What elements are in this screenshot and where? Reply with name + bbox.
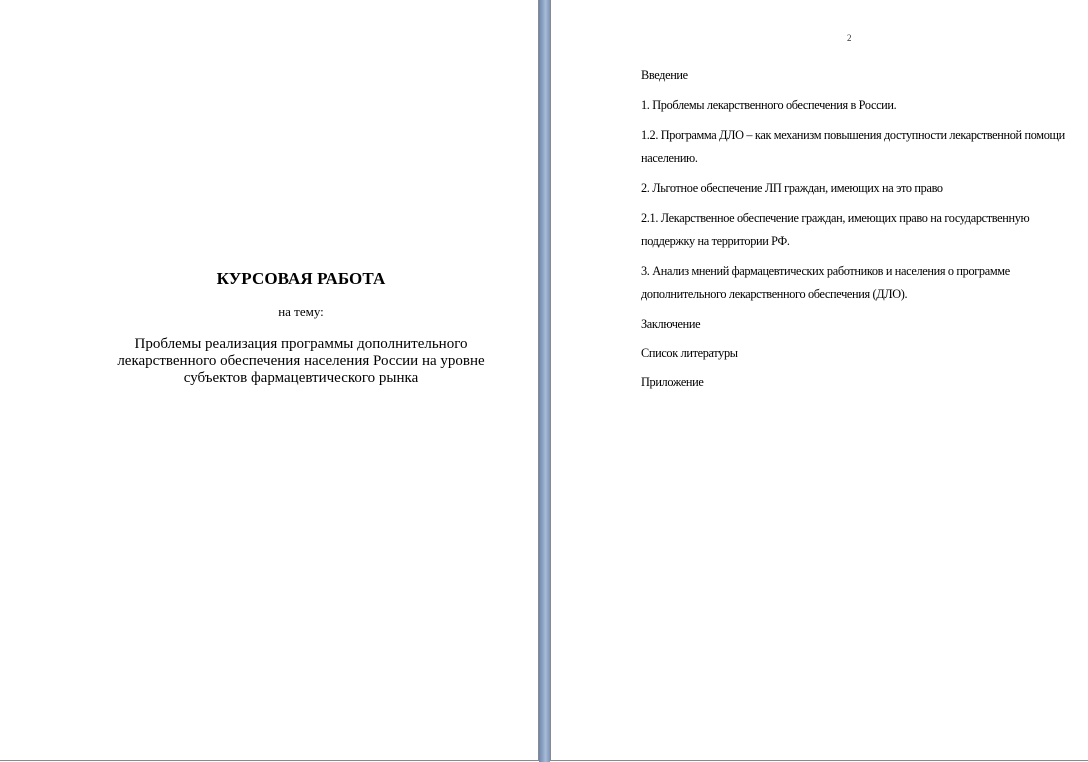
- toc-item: 1.2. Программа ДЛО – как механизм повышения доступности лекарственной помощи населению.: [641, 128, 1065, 165]
- document-topic: Проблемы реализация программы дополнительного лекарственного обеспечения населения России на уровне субъектов фармацевтического рынка: [117, 336, 485, 386]
- contents-page: [550, 0, 1088, 761]
- toc-item: Список литературы: [641, 346, 738, 360]
- toc-item: 1. Проблемы лекарственного обеспечения в России.: [641, 98, 897, 112]
- table-of-contents: [641, 64, 1071, 400]
- title-page: [0, 0, 539, 761]
- toc-item: 2.1. Лекарственное обеспечение граждан, имеющих право на государственную поддержку на территории РФ.: [641, 211, 1030, 248]
- document-title: КУРСОВАЯ РАБОТА: [216, 269, 386, 288]
- toc-item: Введение: [641, 68, 688, 82]
- toc-item: 2. Льготное обеспечение ЛП граждан, имеющих на это право: [641, 181, 943, 195]
- toc-item: Заключение: [641, 317, 701, 331]
- page-gutter: [539, 0, 550, 762]
- toc-item: 3. Анализ мнений фармацевтических работников и населения о программе дополнительного лекарственного обеспечения (ДЛО).: [641, 264, 1010, 301]
- toc-item: Приложение: [641, 375, 704, 389]
- document-subtitle: на тему:: [278, 304, 324, 319]
- page-number: 2: [847, 33, 852, 43]
- title-block: [0, 268, 602, 387]
